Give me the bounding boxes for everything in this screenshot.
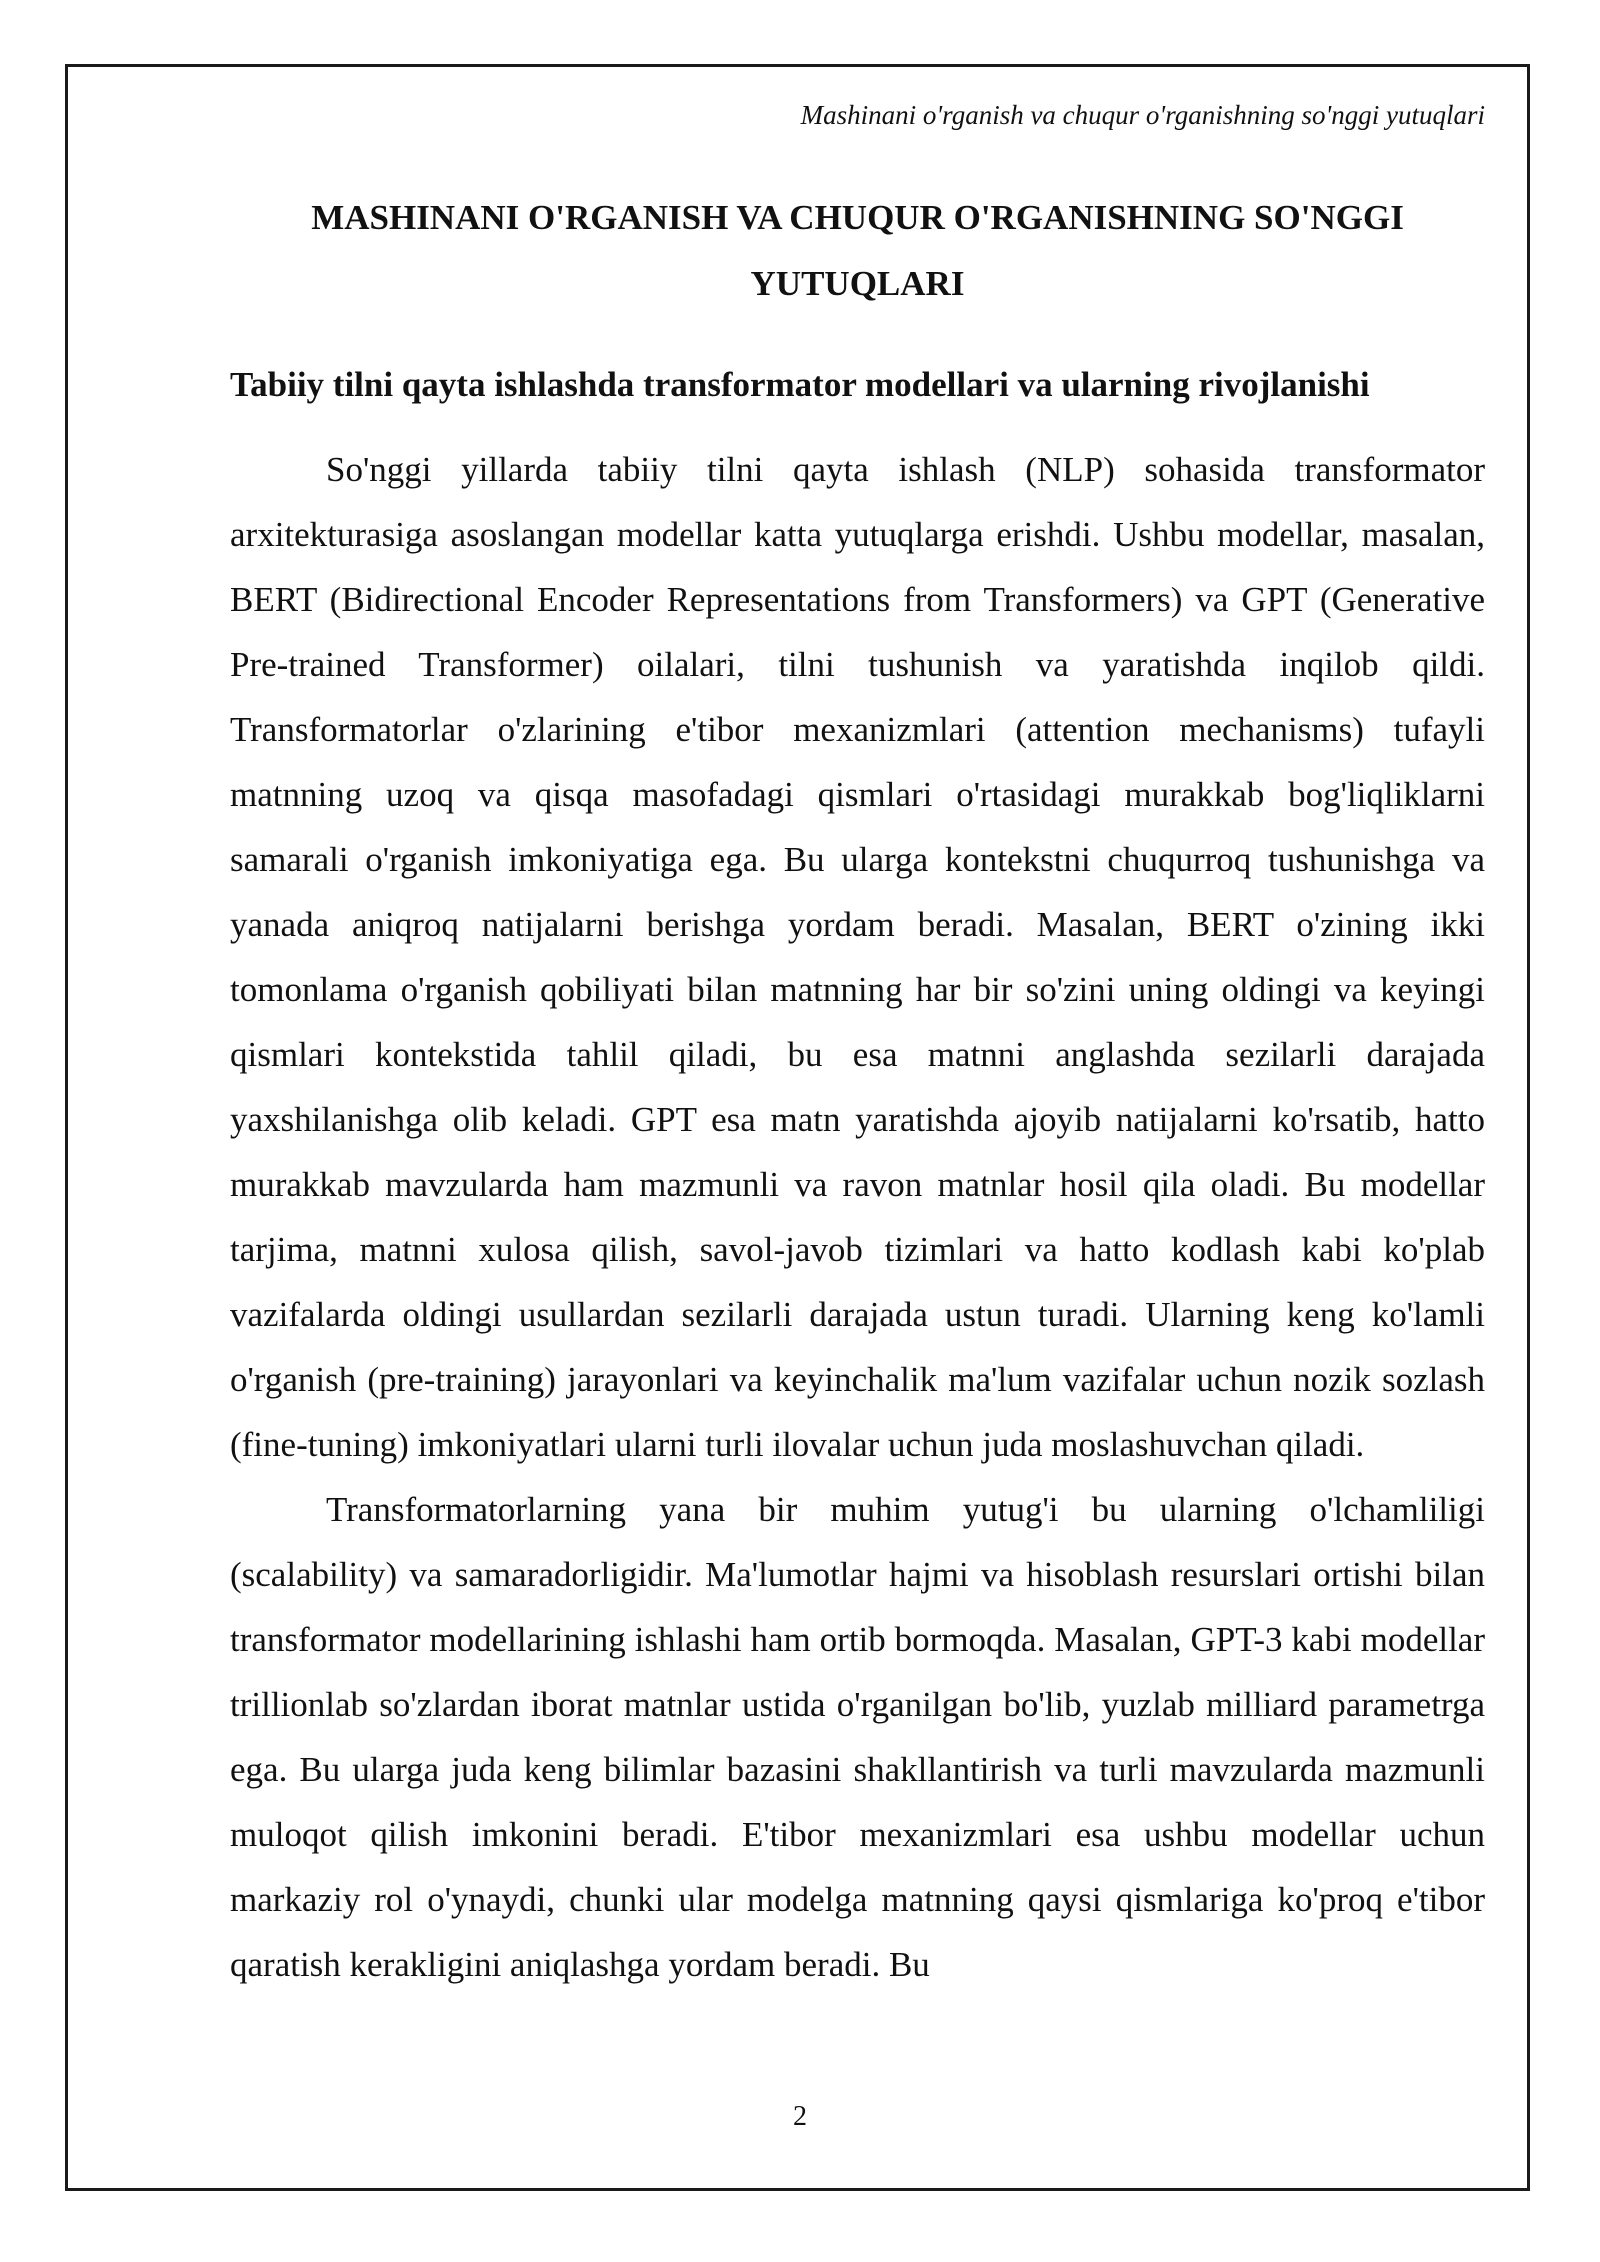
paragraph: Transformatorlarning yana bir muhim yutug'i bu ularning o'lchamliligi (scalability) va samaradorligidir. Ma'lumotlar hajmi va hisoblash resurslari ortishi bilan transformator modellarining ishlashi ham ortib bormoqda. Masalan, GPT-3 kabi modellar trillionlab so'zlardan iborat matnlar ustida o'rganilgan bo'lib, yuzlab milliard parametrga ega. Bu ularga juda keng bilimlar bazasini shakllantirish va turli mavzularda mazmunli muloqot qilish imkonini beradi. E'tibor mexanizmlari esa ushbu modellar uchun markaziy rol o'ynaydi, chunki ular modelga matnning qaysi qismlariga ko'proq e'tibor qaratish kerakligini aniqlashga yordam beradi. Bu xyxy=(230,1490,1485,1984)
page-number: 2 xyxy=(793,2101,807,2132)
paragraph: So'nggi yillarda tabiiy tilni qayta ishlash (NLP) sohasida transformator arxitekturasiga asoslangan modellar katta yutuqlarga erishdi. Ushbu modellar, masalan, BERT (Bidirectional Encoder Representations from Transformers) va GPT (Generative Pre-trained Transformer) oilalari, tilni tushunish va yaratishda inqilob qildi. Transformatorlar o'zlarining e'tibor mexanizmlari (attention mechanisms) tufayli matnning uzoq va qisqa masofadagi qismlari o'rtasidagi murakkab bog'liqliklarni samarali o'rganish imkoniyatiga ega. Bu ularga kontekstni chuqurroq tushunishga va yanada aniqroq natijalarni berishga yordam beradi. Masalan, BERT o'zining ikki tomonlama o'rganish qobiliyati bilan matnning har bir so'zini uning oldingi va keyingi qismlari kontekstida tahlil qiladi, bu esa matnni anglashda sezilarli darajada yaxshilanishga olib keladi. GPT esa matn yaratishda ajoyib natijalarni ko'rsatib, hatto murakkab mavzularda ham mazmunli va ravon matnlar hosil qila oladi. Bu modellar tarjima, matnni xulosa qilish, savol-javob tizimlari va hatto kodlash kabi ko'plab vazifalarda oldingi usullardan sezilarli darajada ustun turadi. Ularning keng ko'lamli o'rganish (pre-training) jarayonlari va keyinchalik ma'lum vazifalar uchun nozik sozlash (fine-tuning) imkoniyatlari ularni turli ilovalar uchun juda moslashuvchan qiladi. xyxy=(230,450,1485,1464)
running-header: Mashinani o'rganish va chuqur o'rganishning so'nggi yutuqlari xyxy=(800,100,1485,130)
document-title: MASHINANI O'RGANISH VA CHUQUR O'RGANISHNING SO'NGGI YUTUQLARI xyxy=(311,198,1404,303)
section-heading: Tabiiy tilni qayta ishlashda transformator modellari va ularning rivojlanishi xyxy=(230,365,1370,404)
body-text xyxy=(230,437,1485,1997)
